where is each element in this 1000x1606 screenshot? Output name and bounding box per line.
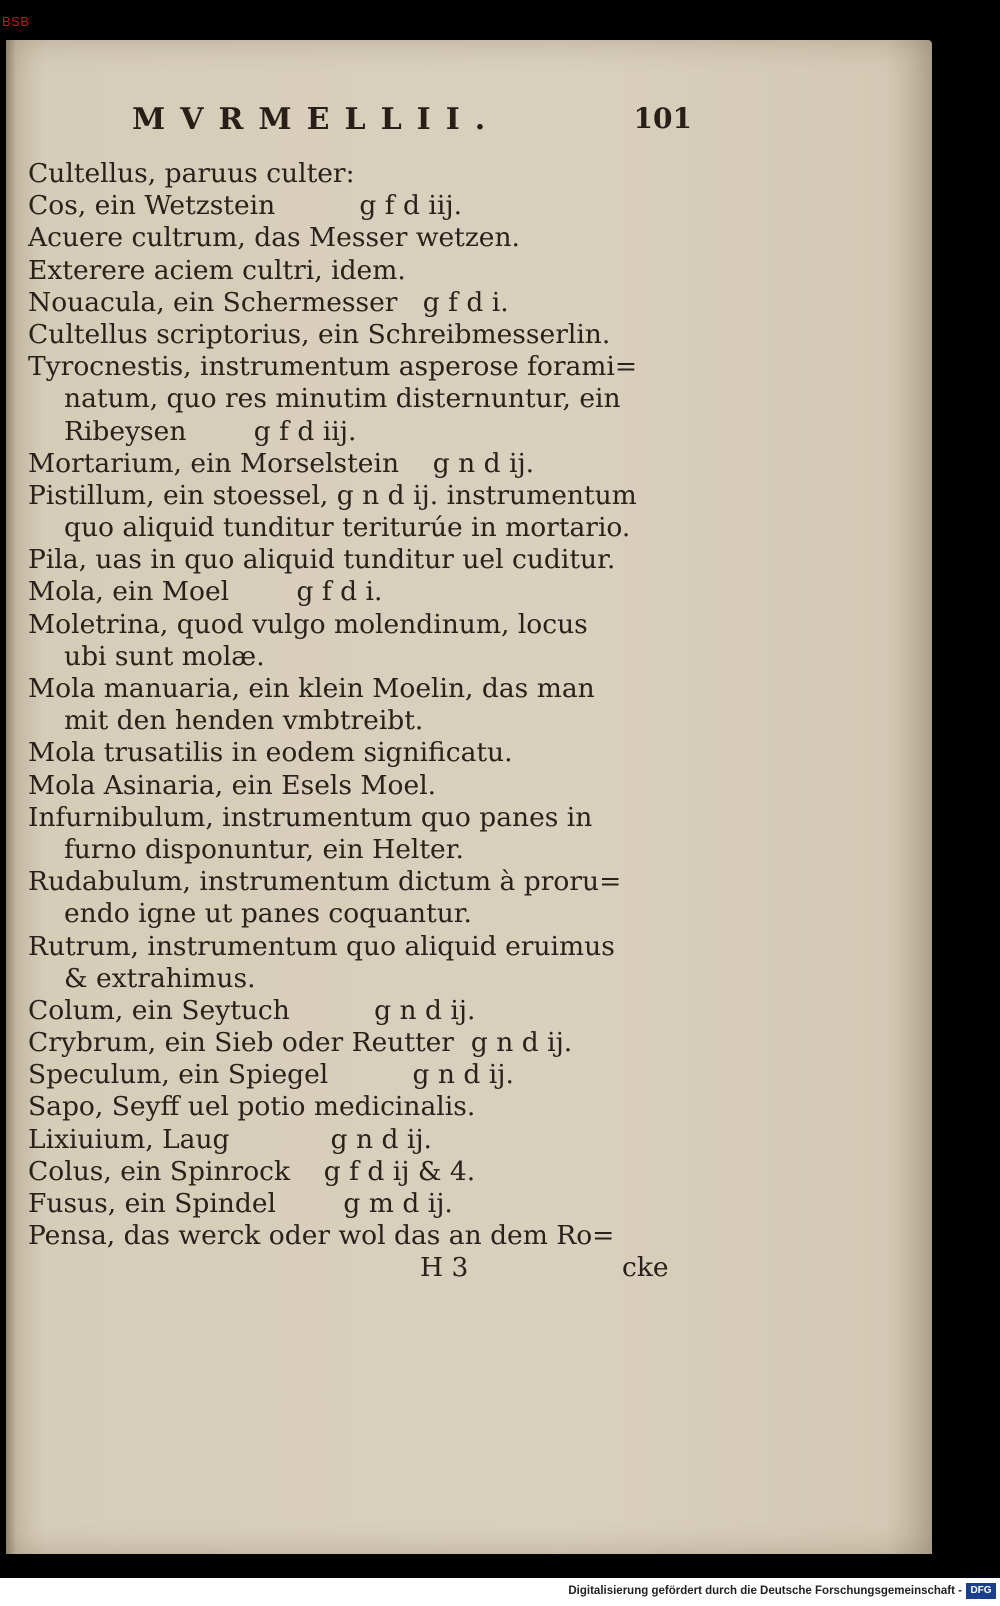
text-line: Cultellus, paruus culter: bbox=[28, 158, 355, 189]
text-line: furno disponuntur, ein Helter. bbox=[64, 833, 464, 865]
text-line: Mola Asinaria, ein Esels Moel. bbox=[28, 769, 437, 801]
text-line: endo igne ut panes coquantur. bbox=[64, 898, 472, 930]
catchword-line bbox=[28, 1252, 688, 1284]
text-line: Pistillum, ein stoessel, g n d ij. instrumentum bbox=[28, 479, 637, 511]
book-page bbox=[6, 40, 932, 1554]
text-line: Mortarium, ein Morselstein g n d ij. bbox=[28, 447, 535, 479]
text-line: Pila, uas in quo aliquid tunditur uel cuditur. bbox=[28, 544, 616, 576]
text-line: Crybrum, ein Sieb oder Reutter g n d ij. bbox=[28, 1027, 573, 1059]
text-line: Mola manuaria, ein klein Moelin, das man bbox=[28, 673, 595, 704]
text-line: Cos, ein Wetzstein g f d iij. bbox=[28, 190, 463, 222]
text-line: Infurnibulum, instrumentum quo panes in bbox=[28, 801, 593, 833]
text-line: quo aliquid tunditur teriturúe in mortario. bbox=[64, 512, 631, 544]
text-line: Pensa, das werck oder wol das an dem Ro= bbox=[28, 1220, 615, 1252]
text-line: Exterere aciem cultri, idem. bbox=[28, 254, 406, 286]
text-line: Colum, ein Seytuch g n d ij. bbox=[28, 994, 476, 1026]
dfg-logo: DFG bbox=[966, 1583, 996, 1599]
text-line: Mola, ein Moel g f d i. bbox=[28, 576, 383, 608]
text-line: Acuere cultrum, das Messer wetzen. bbox=[28, 222, 520, 254]
bsb-logo: BSB bbox=[2, 14, 30, 29]
text-line: Fusus, ein Spindel g m d ij. bbox=[28, 1188, 453, 1219]
text-line: Moletrina, quod vulgo molendinum, locus bbox=[28, 608, 588, 640]
text-line: Rudabulum, instrumentum dictum à proru= bbox=[28, 866, 622, 898]
text-line: Lixiuium, Laug g n d ij. bbox=[28, 1123, 432, 1155]
footer-bar bbox=[0, 1578, 1000, 1606]
text-line: Nouacula, ein Schermesser g f d i. bbox=[28, 286, 509, 318]
catchword: cke bbox=[622, 1252, 669, 1284]
text-line: Ribeysen g f d iij. bbox=[64, 415, 357, 447]
text-line: Sapo, Seyff uel potio medicinalis. bbox=[28, 1091, 476, 1123]
text-line: Speculum, ein Spiegel g n d ij. bbox=[28, 1059, 514, 1091]
text-block bbox=[28, 158, 688, 1285]
text-line: ubi sunt molæ. bbox=[64, 640, 265, 672]
text-line: Colus, ein Spinrock g f d ij & 4. bbox=[28, 1155, 476, 1187]
text-line: Rutrum, instrumentum quo aliquid eruimus bbox=[28, 930, 615, 962]
page-number: 101 bbox=[633, 102, 692, 135]
text-line: mit den henden vmbtreibt. bbox=[64, 705, 424, 737]
text-line: Cultellus scriptorius, ein Schreibmesserlin. bbox=[28, 318, 611, 350]
text-line: Tyrocnestis, instrumentum asperose forami= bbox=[28, 351, 638, 383]
signature-mark: H 3 bbox=[420, 1252, 469, 1284]
funding-credit: Digitalisierung gefördert durch die Deutsche Forschungsgemeinschaft - bbox=[568, 1585, 962, 1597]
page-header bbox=[132, 102, 692, 142]
text-line: natum, quo res minutim disternuntur, ein bbox=[64, 383, 621, 415]
text-line: Mola trusatilis in eodem significatu. bbox=[28, 737, 513, 769]
running-title: MVRMELLII. bbox=[132, 102, 501, 137]
text-line: & extrahimus. bbox=[64, 962, 256, 994]
